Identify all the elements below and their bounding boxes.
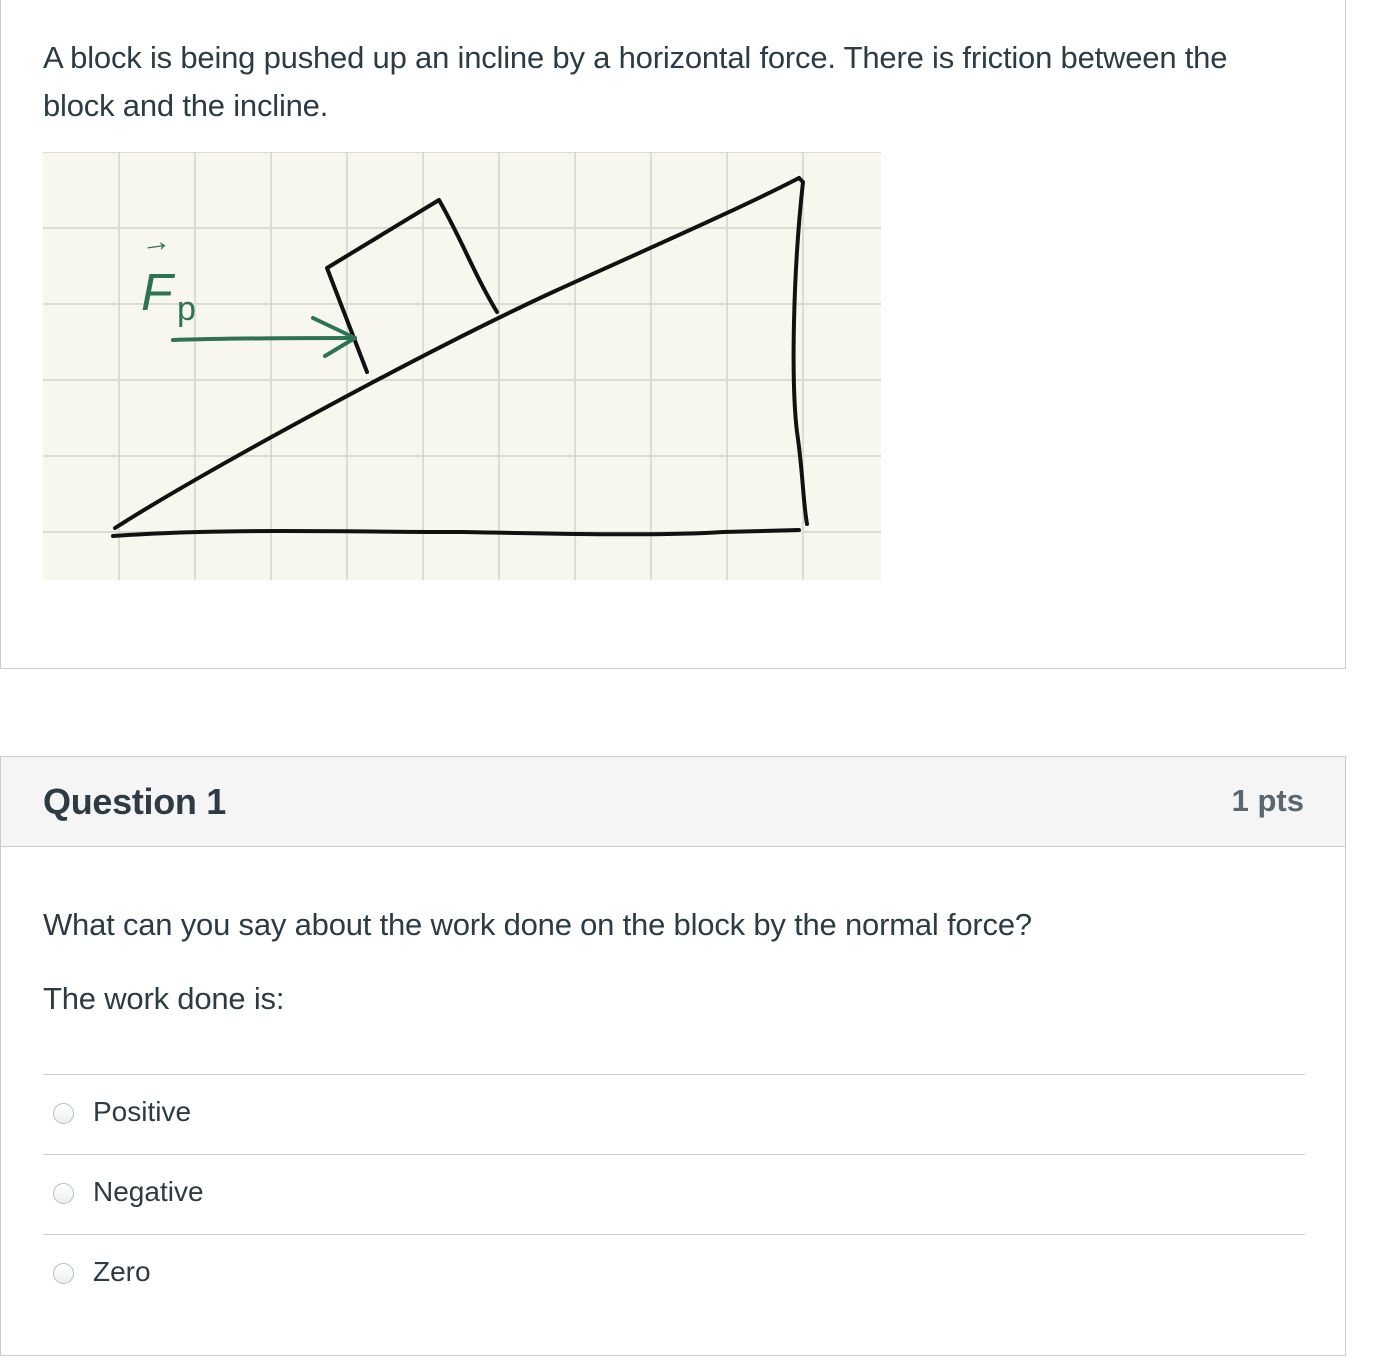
force-label-subscript: p	[177, 290, 196, 328]
answer-label[interactable]: Zero	[93, 1256, 151, 1287]
question-subprompt: The work done is:	[43, 981, 285, 1016]
answer-option-negative[interactable]	[43, 1154, 1305, 1234]
answer-label[interactable]: Negative	[93, 1176, 204, 1207]
question-stem-panel	[0, 0, 1346, 669]
stem-text: A block is being pushed up an incline by a horizontal force. There is friction between the block and the incline.	[43, 40, 1228, 123]
question-header	[1, 757, 1345, 847]
radio-button[interactable]	[53, 1263, 74, 1284]
force-vector-mark: →	[138, 223, 173, 261]
question-panel	[0, 756, 1346, 1356]
answer-label[interactable]: Positive	[93, 1096, 192, 1127]
answer-option-zero[interactable]	[43, 1234, 1305, 1314]
question-prompt: What can you say about the work done on the block by the normal force?	[43, 907, 1032, 942]
question-points: 1 pts	[1231, 783, 1304, 818]
answer-option-positive[interactable]	[43, 1074, 1305, 1154]
force-label-letter: F	[141, 264, 173, 322]
question-title: Question 1	[43, 781, 227, 822]
radio-button[interactable]	[53, 1183, 74, 1204]
answer-list	[43, 1074, 1305, 1314]
incline-figure	[43, 152, 881, 580]
grid-background	[43, 152, 881, 580]
radio-button[interactable]	[53, 1103, 74, 1124]
